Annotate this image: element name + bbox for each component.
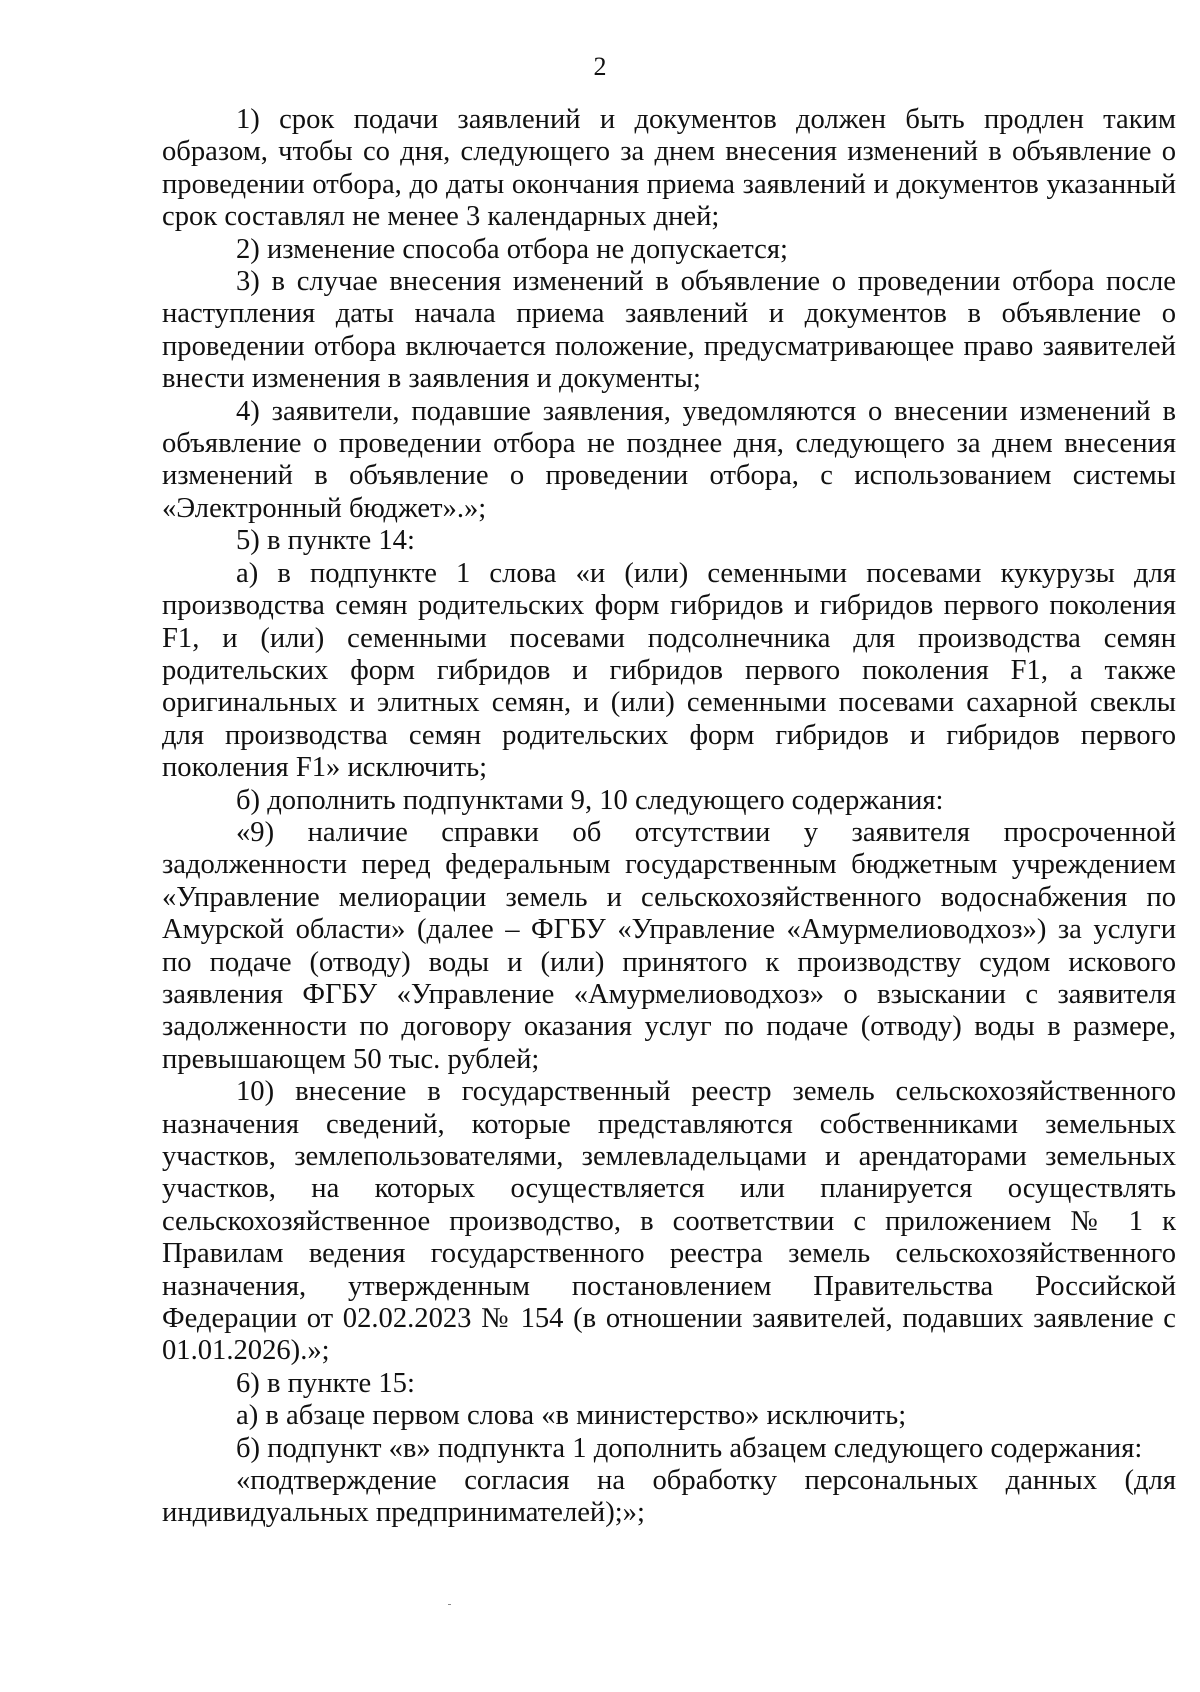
paragraph-item-3-changes: 3) в случае внесения изменений в объявление о проведении отбора после наступления даты начала приема заявлений и документов в объявление о проведении отбора включается положение, предусматривающее право заявителей внести изменения в заявления и документы; xyxy=(162,266,1176,395)
page-number: 2 xyxy=(593,52,607,81)
paragraph-item-4-notification: 4) заявители, подавшие заявления, уведомляются о внесении изменений в объявление о проведении отбора не позднее дня, следующего за днем внесения изменений в объявление о проведении отбора, с использованием системы «Электронный бюджет».»; xyxy=(162,395,1176,524)
paragraph-subitem-a-ministry: а) в абзаце первом слова «в министерство» исключить; xyxy=(236,1400,907,1432)
paragraph-subitem-b-supplement: б) подпункт «в» подпункта 1 дополнить абзацем следующего содержания: xyxy=(236,1432,1143,1464)
document-body xyxy=(162,104,1176,1530)
paragraph-item-6-point-15: 6) в пункте 15: xyxy=(236,1367,415,1399)
paragraph-subitem-9-certificate: «9) наличие справки об отсутствии у заявителя просроченной задолженности перед федеральным государственным бюджетным учреждением «Управление мелиорации земель и сельскохозяйственного водоснабжения по Амурской области» (далее – ФГБУ «Управление «Амурмелиоводхоз») за услуги по подаче (отводу) воды и (или) принятого к производству судом искового заявления ФГБУ «Управление «Амурмелиоводхоз» о взыскании с заявителя задолженности по договору оказания услуг по подаче (отводу) воды в размере, превышающем 50 тыс. рублей; xyxy=(162,816,1176,1075)
paragraph-subitem-a-exclude: а) в подпункте 1 слова «и (или) семенными посевами кукурузы для производства семян родительских форм гибридов и гибридов первого поколения F1, и (или) семенными посевами подсолнечника для производства семян родительских форм гибридов и гибридов первого поколения F1, а также оригинальных и элитных семян, и (или) семенными посевами сахарной свеклы для производства семян родительских форм гибридов и гибридов первого поколения F1» исключить; xyxy=(162,557,1176,784)
paragraph-subitem-10-registry: 10) внесение в государственный реестр земель сельскохозяйственного назначения сведений, которые представляются собственниками земельных участков, землепользователями, землевладельцами и арендаторами земельных участков, на которых осуществляется или планируется осуществлять сельскохозяйственное производство, в соответствии с приложением № 1 к Правилам ведения государственного реестра земель сельскохозяйственного назначения, утвержденным постановлением Правительства Российской Федерации от 02.02.2023 № 154 (в отношении заявителей, подавших заявление с 01.01.2026).»; xyxy=(162,1076,1176,1367)
paragraph-item-2-selection-method: 2) изменение способа отбора не допускается; xyxy=(236,233,788,265)
paragraph-item-1-deadline: 1) срок подачи заявлений и документов должен быть продлен таким образом, чтобы со дня, следующего за днем внесения изменений в объявление о проведении отбора, до даты окончания приема заявлений и документов указанный срок составлял не менее 3 календарных дней; xyxy=(162,104,1176,233)
scan-artifact xyxy=(448,1604,451,1605)
paragraph-item-5-point-14: 5) в пункте 14: xyxy=(236,525,415,557)
paragraph-subitem-b-add: б) дополнить подпунктами 9, 10 следующего содержания: xyxy=(236,784,944,816)
paragraph-quote-consent: «подтверждение согласия на обработку персональных данных (для индивидуальных предпринимателей);»; xyxy=(162,1465,1176,1529)
